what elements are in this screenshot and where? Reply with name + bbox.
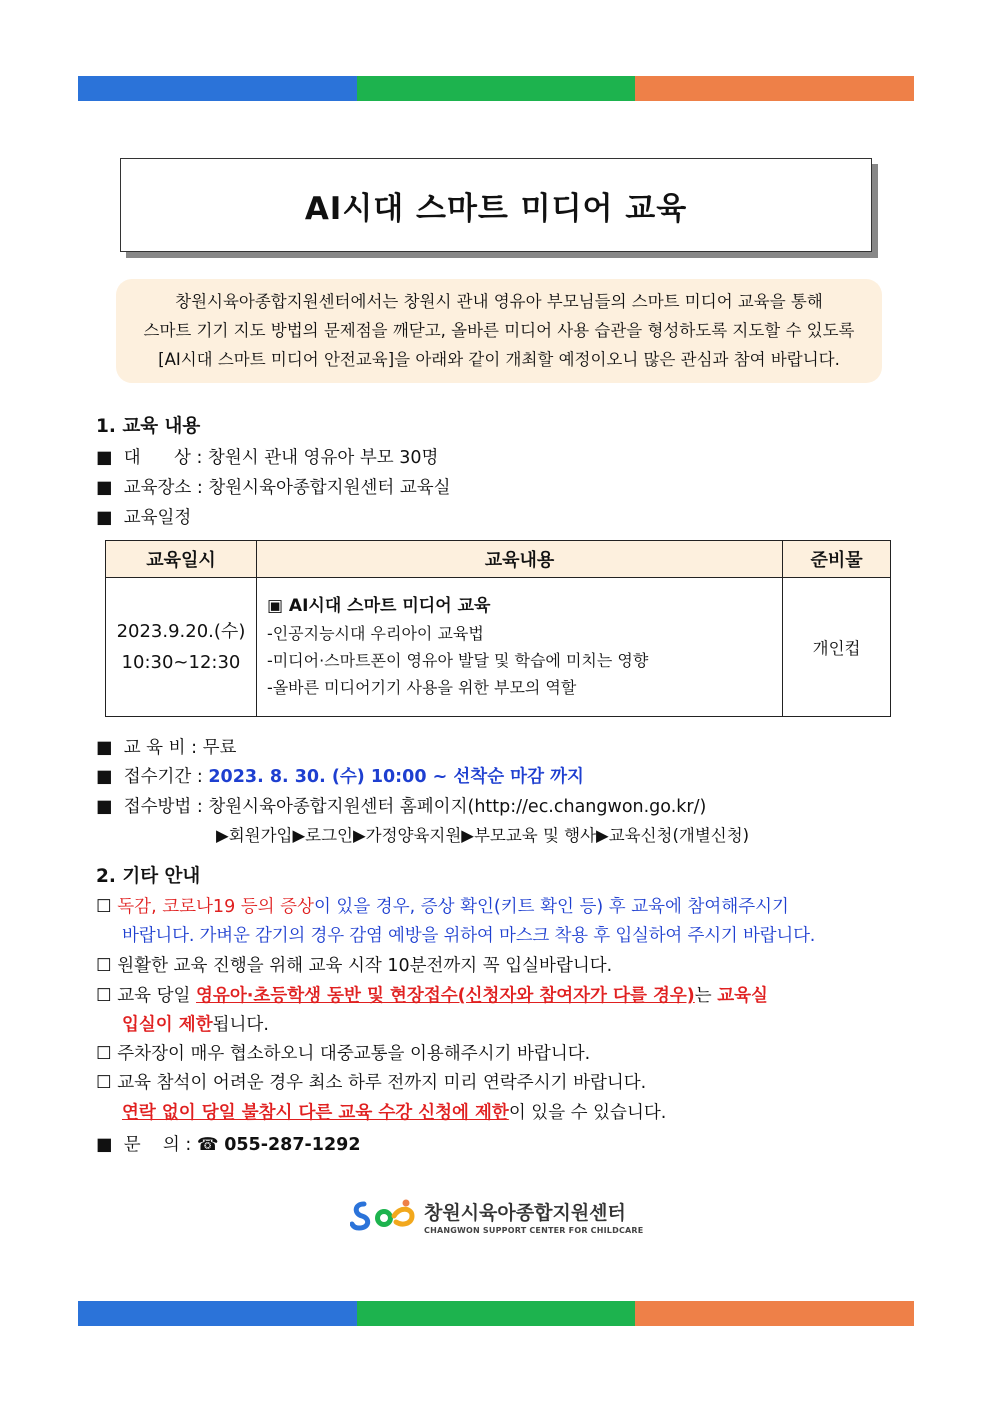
- place-value: : 창원시육아종합지원센터 교육실: [196, 478, 451, 498]
- header-prep: 준비물: [783, 541, 891, 578]
- date-cell: [106, 578, 257, 717]
- notice-3-room: 교육실: [717, 986, 768, 1006]
- table-row: [106, 578, 891, 717]
- place-label: 교육장소: [123, 478, 192, 498]
- notice-5-text: 교육 참석이 어려운 경우 최소 하루 전까지 미리 연락주시기 바랍니다.: [117, 1073, 647, 1093]
- target-value: : 창원시 관내 영유아 부모 30명: [196, 448, 439, 468]
- place-row: [96, 474, 451, 499]
- notice-4-text: 주차장이 매우 협소하오니 대중교통을 이용해주시기 바랍니다.: [117, 1044, 591, 1064]
- target-label: 대 상: [123, 448, 191, 468]
- intro-line: 창원시육아종합지원센터에서는 창원시 관내 영유아 부모님들의 스마트 미디어 교육을 통해: [175, 292, 823, 311]
- center-logo-icon: [350, 1196, 416, 1236]
- contact-phone: 055-287-1292: [224, 1135, 361, 1155]
- checkbox-square-icon: ☐: [96, 986, 112, 1006]
- target-row: [96, 444, 438, 469]
- edu-date: 2023.9.20.(수): [116, 621, 246, 642]
- section-1-heading: 1. 교육 내용: [96, 416, 201, 437]
- top-color-bar: [78, 76, 914, 101]
- center-logo: [350, 1196, 643, 1236]
- period-value: 2023. 8. 30. (수) 10:00 ~ 선착순 마감 까지: [208, 767, 584, 787]
- edu-time: 10:30~12:30: [121, 652, 241, 673]
- phone-icon: ☎: [196, 1135, 219, 1155]
- schedule-table: [105, 540, 891, 717]
- notice-2-text: 원활한 교육 진행을 위해 교육 시작 10분전까지 꼭 입실바랍니다.: [117, 956, 613, 976]
- notice-3-part-a: 교육 당일: [117, 986, 197, 1006]
- page-title: AI시대 스마트 미디어 교육: [304, 190, 688, 227]
- schedule-row: [96, 504, 191, 529]
- bullet-square-icon: ■: [96, 508, 113, 528]
- method-value: : 창원시육아종합지원센터 홈페이지(http://ec.changwon.go.kr/): [196, 797, 707, 817]
- notice-5-line2: [122, 1099, 666, 1124]
- fee-value: : 무료: [191, 738, 237, 758]
- bullet-square-icon: ■: [96, 1135, 113, 1155]
- content-item: -올바른 미디어기기 사용을 위한 부모의 역할: [266, 678, 577, 697]
- method-path: ▶회원가입▶로그인▶가정양육지원▶부모교육 및 행사▶교육신청(개별신청): [216, 826, 750, 845]
- notice-5-warning: 연락 없이 당일 불참시 다른 교육 수강 신청에 제한: [122, 1103, 509, 1123]
- fee-label: 교 육 비: [123, 738, 186, 758]
- notice-5: [96, 1069, 646, 1094]
- notice-3: [96, 982, 768, 1007]
- top-bar-blue-segment: [78, 76, 357, 101]
- method-row: [96, 793, 706, 818]
- section-2-heading: 2. 기타 안내: [96, 866, 201, 887]
- content-cell: [256, 578, 782, 717]
- logo-name-ko: 창원시육아종합지원센터: [424, 1201, 626, 1224]
- bottom-bar-green-segment: [357, 1301, 636, 1326]
- content-item: -인공지능시대 우리아이 교육법: [266, 624, 484, 643]
- notice-3-restriction: 영유아·초등학생 동반 및 현장접수(신청자와 참여자가 다를 경우): [196, 986, 695, 1006]
- header-content: 교육내용: [256, 541, 782, 578]
- logo-name-en: CHANGWON SUPPORT CENTER FOR CHILDCARE: [424, 1225, 644, 1235]
- bullet-square-icon: ■: [96, 738, 113, 758]
- notice-3-line2: [122, 1011, 269, 1036]
- period-label: 접수기간: [123, 767, 192, 787]
- title-box: [120, 158, 872, 252]
- content-item: -미디어·스마트폰이 영유아 발달 및 학습에 미치는 영향: [266, 651, 649, 670]
- notice-1-line2: 바랍니다. 가벼운 감기의 경우 감염 예방을 위하여 마스크 착용 후 입실하여 주시기 바랍니다.: [122, 926, 816, 946]
- checkbox-square-icon: ☐: [96, 897, 112, 917]
- notice-3-line2-rest: 됩니다.: [212, 1015, 269, 1035]
- schedule-label: 교육일정: [123, 508, 192, 528]
- intro-box: [116, 279, 882, 383]
- contact-label: 문 의: [123, 1135, 180, 1155]
- notice-5-rest: 이 있을 수 있습니다.: [508, 1103, 667, 1123]
- intro-line: [AI시대 스마트 미디어 안전교육]을 아래와 같이 개최할 예정이오니 많은 관심과 참여 바랍니다.: [158, 350, 840, 369]
- bullet-square-icon: ■: [96, 797, 113, 817]
- bottom-bar-orange-segment: [635, 1301, 914, 1326]
- checkbox-square-icon: ☐: [96, 956, 112, 976]
- notice-1: [96, 893, 789, 918]
- bullet-square-icon: ■: [96, 767, 113, 787]
- content-title: ▣ AI시대 스마트 미디어 교육: [266, 596, 491, 616]
- table-header-row: [106, 541, 891, 578]
- bottom-bar-blue-segment: [78, 1301, 357, 1326]
- fee-row: [96, 734, 236, 759]
- notice-1-text: 이 있을 경우, 증상 확인(키트 확인 등) 후 교육에 참여해주시기: [313, 897, 789, 917]
- checkbox-square-icon: ☐: [96, 1073, 112, 1093]
- notice-2: [96, 952, 612, 977]
- notice-3-entry-limited: 입실이 제한: [122, 1015, 213, 1035]
- contact-colon: :: [185, 1135, 192, 1155]
- period-colon: :: [196, 767, 203, 787]
- notice-1-symptoms: 독감, 코로나19 등의 증상: [117, 897, 314, 917]
- notice-4: [96, 1040, 590, 1065]
- bullet-square-icon: ■: [96, 448, 113, 468]
- top-bar-orange-segment: [635, 76, 914, 101]
- prep-cell: 개인컵: [783, 578, 891, 717]
- period-row: [96, 763, 584, 788]
- intro-line: 스마트 기기 지도 방법의 문제점을 깨닫고, 올바른 미디어 사용 습관을 형성하도록 지도할 수 있도록: [143, 321, 855, 340]
- notice-3-part-c: 는: [694, 986, 718, 1006]
- bottom-color-bar: [78, 1301, 914, 1326]
- method-label: 접수방법: [123, 797, 192, 817]
- top-bar-green-segment: [357, 76, 636, 101]
- contact-row: [96, 1131, 361, 1156]
- bullet-square-icon: ■: [96, 478, 113, 498]
- header-date: 교육일시: [106, 541, 257, 578]
- checkbox-square-icon: ☐: [96, 1044, 112, 1064]
